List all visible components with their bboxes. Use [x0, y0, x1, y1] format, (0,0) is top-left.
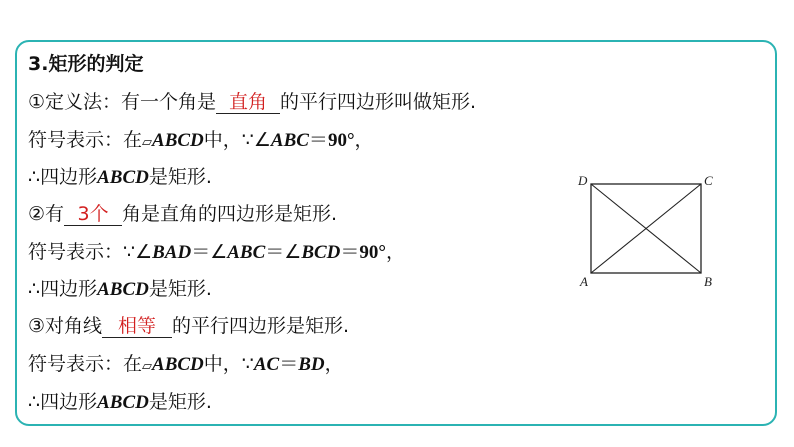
parallelogram-symbol: ▱	[142, 135, 153, 150]
vertex-label-a: A	[580, 274, 588, 289]
answer-blank-1: 直角	[216, 91, 280, 114]
because-text: 中，∵	[203, 353, 254, 375]
symbol-line-3	[28, 352, 344, 379]
method-3-suffix: 的平行四边形是矩形.	[172, 315, 350, 337]
section-title: 3.矩形的判定	[28, 53, 144, 75]
method-3-prefix: ③对角线	[28, 315, 103, 337]
equals-angle: ＝∠	[265, 241, 302, 263]
method-2-suffix: 角是直角的四边形是矩形.	[122, 203, 338, 225]
symbol-label: 符号表示：在	[28, 129, 143, 151]
vertex-label-b: B	[704, 274, 712, 289]
conclusion-line-3	[28, 390, 212, 415]
conclusion-tail: 是矩形.	[148, 391, 212, 413]
conclusion-line-1	[28, 165, 212, 190]
symbol-line-1	[28, 128, 374, 155]
equals-angle: ＝∠	[191, 241, 228, 263]
quad-name: ABCD	[97, 167, 149, 188]
method-1-suffix: 的平行四边形叫做矩形.	[280, 91, 477, 113]
quad-name: ABCD	[152, 354, 204, 375]
angle-value: 90°	[327, 130, 355, 151]
method-3-diagonals	[28, 314, 349, 338]
conclusion-tail: 是矩形.	[148, 278, 212, 300]
angle-name: ABC	[227, 242, 266, 263]
equals-sign: ＝	[308, 129, 328, 151]
method-1-definition	[28, 90, 476, 114]
diagonal-name: AC	[253, 354, 280, 375]
rectangle-figure	[572, 168, 722, 298]
answer-blank-3: 相等	[102, 315, 172, 338]
method-1-prefix: ①定义法：有一个角是	[28, 91, 217, 113]
comma: ，	[386, 241, 406, 263]
answer-blank-2: 3个	[64, 203, 122, 226]
therefore-text: ∴四边形	[28, 166, 98, 188]
equals-sign: ＝	[340, 241, 360, 263]
therefore-text: ∴四边形	[28, 278, 98, 300]
method-2-three-angles	[28, 202, 337, 226]
vertex-label-c: C	[704, 173, 713, 188]
angle-name: BAD	[152, 242, 192, 263]
parallelogram-symbol: ▱	[142, 359, 153, 374]
quad-name: ABCD	[152, 130, 204, 151]
angle-name: BCD	[301, 242, 341, 263]
because-angle: 中，∵∠	[203, 129, 271, 151]
vertex-label-d: D	[578, 173, 588, 188]
symbol-label: 符号表示：∵∠	[28, 241, 153, 263]
comma: ，	[324, 353, 344, 375]
equals-sign: ＝	[279, 353, 299, 375]
method-2-prefix: ②有	[28, 203, 65, 225]
angle-value: 90°	[359, 242, 387, 263]
comma: ，	[354, 129, 374, 151]
angle-name: ABC	[270, 130, 309, 151]
symbol-line-2	[28, 240, 405, 265]
symbol-label: 符号表示：在	[28, 353, 143, 375]
conclusion-tail: 是矩形.	[148, 166, 212, 188]
conclusion-line-2	[28, 277, 212, 302]
diagonal-name: BD	[298, 354, 325, 375]
therefore-text: ∴四边形	[28, 391, 98, 413]
quad-name: ABCD	[97, 392, 149, 413]
quad-name: ABCD	[97, 279, 149, 300]
